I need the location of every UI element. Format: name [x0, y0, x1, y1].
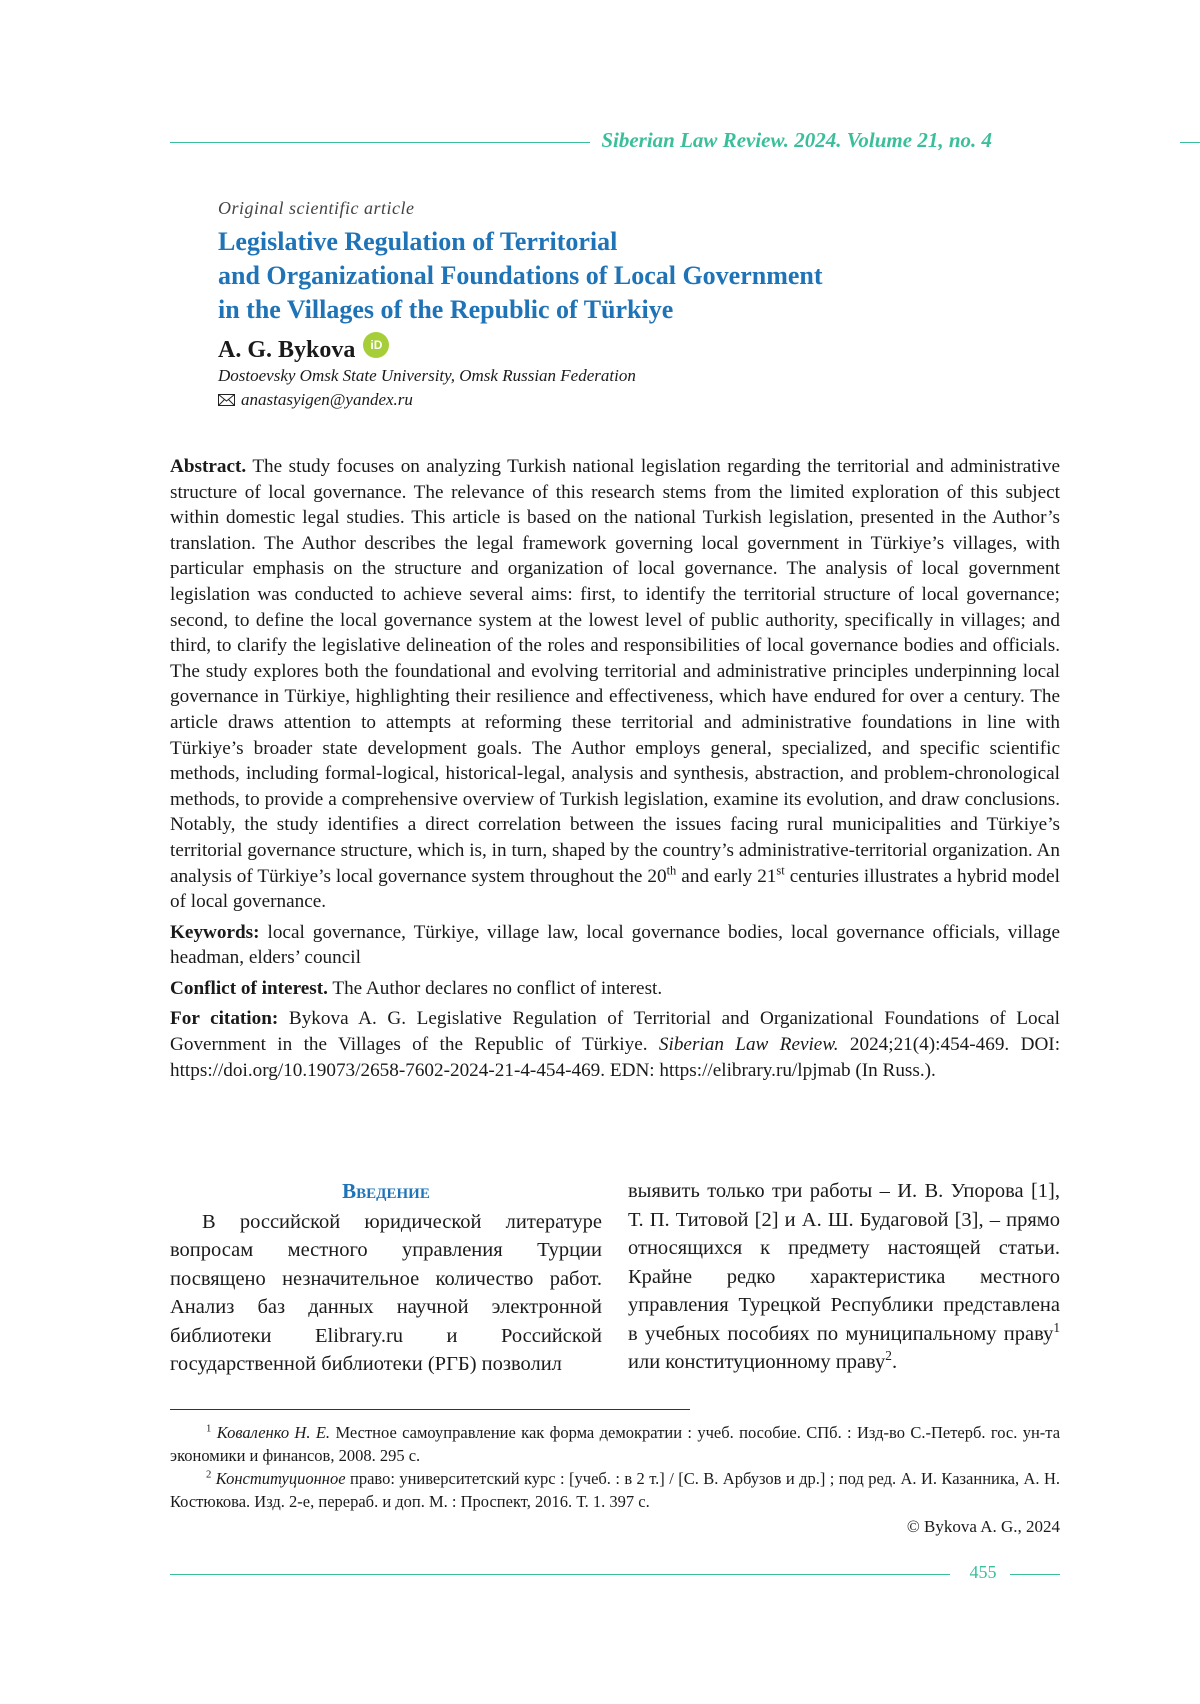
footnote-ref[interactable]: 2 — [885, 1348, 892, 1364]
footnote-ref[interactable]: 1 — [1053, 1319, 1060, 1335]
orcid-icon[interactable]: iD — [363, 332, 389, 358]
journal-title: Siberian Law Review. 2024. Volume 21, no. 4 — [593, 128, 1000, 153]
intro-paragraph: В российской юридической литературе вопросам местного управления Турции посвящено незначительное количество работ. Анализ баз данных научной электронной библиотеки Elibrary.ru и Российской государственной библиотеки (РГБ) позволил — [170, 1210, 602, 1375]
copyright: © Bykova A. G., 2024 — [906, 1517, 1060, 1536]
superscript: st — [776, 863, 785, 878]
abstract-text: and early 21 — [676, 865, 777, 887]
footer-rule-right — [1010, 1574, 1060, 1575]
footnote-italic: Конституционное — [215, 1469, 346, 1488]
footnote-text: Местное самоуправление как форма демократии : учеб. пособие. СПб. : Изд-во С.-Петерб. гос. ун-та экономики и финансов, 2008. 295 с. — [170, 1423, 1061, 1465]
header-rule-left — [170, 142, 590, 143]
superscript: th — [666, 863, 677, 878]
title-line: Legislative Regulation of Territorial — [218, 227, 618, 256]
running-header — [170, 128, 1060, 158]
conflict-label: Conflict of interest. — [170, 977, 328, 999]
abstract-section — [170, 454, 1060, 1088]
footnote-number: 2 — [206, 1468, 212, 1481]
conflict-text: The Author declares no conflict of interest. — [332, 977, 663, 999]
keywords-label: Keywords: — [170, 921, 260, 943]
intro-paragraph-continued: выявить только три работы – И. В. Упорова [1], Т. П. Титовой [2] и А. Ш. Будаговой [3], – прямо относящихся к предмету настоящей статьи. Крайне редко характеристика местного управления Турецкой Республики представлена в учебных пособиях по муниципальному праву$^1$ или конституционному праву$^2$. — [628, 1180, 1060, 1373]
citation — [170, 1006, 1060, 1083]
author-line — [218, 337, 1038, 364]
article-title — [218, 225, 1038, 327]
footnote-author: Коваленко Н. Е. — [216, 1423, 331, 1442]
abstract-label: Abstract. — [170, 456, 247, 477]
footnotes — [170, 1421, 1060, 1538]
column-left — [170, 1177, 602, 1379]
article-meta — [218, 198, 1038, 410]
citation-journal: Siberian Law Review. — [658, 1034, 839, 1056]
citation-text[interactable]: 2024;21(4):454-469. DOI: https://doi.org/10.19073/2658-7602-2024-21-4-454-469. EDN: https://elibrary.ru/lpjmab (In Russ.). — [170, 1034, 1061, 1081]
page-number: 455 — [969, 1562, 997, 1582]
email-line — [218, 390, 1038, 410]
title-line: and Organizational Foundations of Local Government — [218, 261, 823, 290]
footnote — [170, 1421, 1060, 1467]
affiliation: Dostoevsky Omsk State University, Omsk Russian Federation — [218, 366, 636, 385]
keywords — [170, 920, 1060, 971]
column-right — [628, 1177, 1060, 1377]
email-link[interactable]: anastasyigen@yandex.ru — [241, 390, 413, 409]
citation-label: For citation: — [170, 1008, 279, 1030]
conflict-of-interest — [170, 976, 1060, 1002]
citation-text: Bykova A. G. Legislative Regulation of Territorial and Organizational Foundations of Local Government in the Villages of the Republic of Türkiye. — [170, 1008, 1060, 1056]
abstract-text: centuries illustrates a hybrid model of local governance. — [170, 865, 1060, 913]
header-rule-right — [1180, 142, 1200, 143]
abstract-text: The study focuses on analyzing Turkish national legislation regarding the territorial and administrative structure of local governance. The relevance of this research stems from the limited exploration of this subject within domestic legal studies. This article is based on the national Turkish legislation, presented in the Author’s translation. The Author describes the legal framework governing local government in Türkiye’s villages, with particular emphasis on the structure and organization of local governance. The analysis of local government legislation was conducted to achieve several aims: first, to identify the territorial structure of local governance; second, to define the local governance system at the lowest level of public authority, specifically in villages; and third, to clarify the legislative delineation of the roles and responsibilities of local governance bodies and officials. The study explores both the foundational and evolving territorial and administrative principles underpinning local governance in Türkiye, highlighting their resilience and effectiveness, which have endured for over a century. The article draws attention to attempts at reforming these territorial and administrative foundations in line with Türkiye’s broader state development goals. The Author employs general, specialized, and specific scientific methods, including formal-logical, historical-legal, analysis and synthesis, abstraction, and problem-chronological methods, to provide a comprehensive overview of Turkish legislation, examine its evolution, and draw conclusions. Notably, the study identifies a direct correlation between the issues facing rural municipalities and Türkiye’s territorial governance structure, which is, in turn, shaped by the country’s administrative-territorial organization. An analysis of Türkiye’s local governance system throughout the 20 — [170, 456, 1060, 887]
footer-rule-left — [170, 1574, 950, 1575]
footnote-number: 1 — [206, 1422, 212, 1435]
page-footer — [170, 1562, 1060, 1586]
section-heading: Введение — [342, 1179, 430, 1203]
abstract — [170, 454, 1060, 915]
article-type: Original scientific article — [218, 198, 415, 218]
keywords-text: local governance, Türkiye, village law, local governance bodies, local governance officials, village headman, elders’ council — [170, 921, 1061, 969]
footnote-separator — [170, 1409, 690, 1410]
footnote — [170, 1467, 1060, 1513]
envelope-icon — [218, 394, 235, 406]
author-name: A. G. Bykova — [218, 337, 356, 363]
footnote-text: право: университетский курс : [учеб. : в 2 т.] / [С. В. Арбузов и др.] ; под ред. А. И. Казанника, А. Н. Костюкова. Изд. 2-е, перераб. и доп. М. : Проспект, 2016. Т. 1. 397 с. — [170, 1469, 1060, 1511]
title-line: in the Villages of the Republic of Türkiye — [218, 295, 674, 324]
